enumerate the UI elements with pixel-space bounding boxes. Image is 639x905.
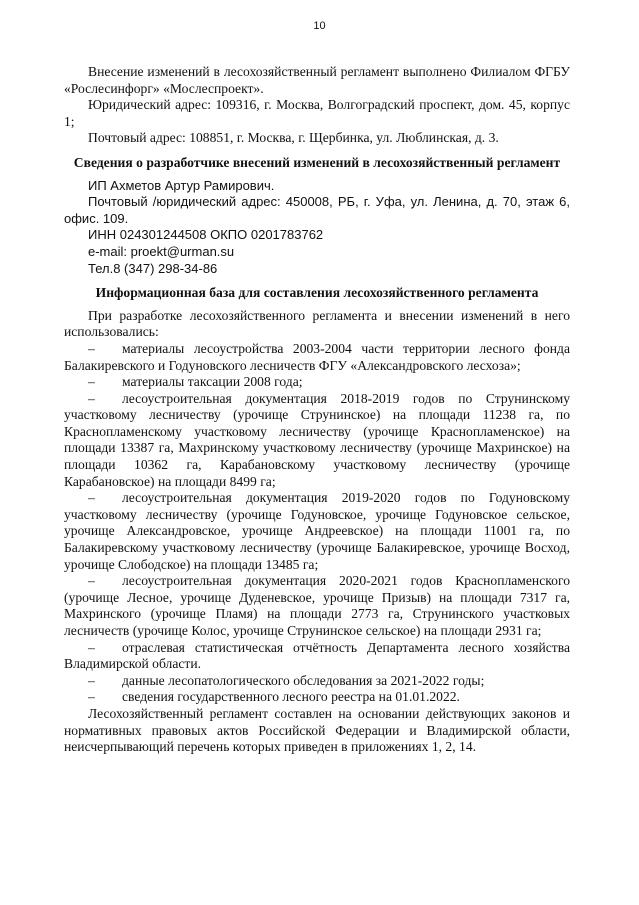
list-item [64,341,570,374]
list-item-text: сведения государственного лесного реестра на 01.01.2022. [122,689,460,705]
list-item [64,573,570,639]
list-item [64,391,570,491]
list-item-text: лесоустроительная документация 2019-2020 годов по Годуновскому участковому лесничеству (урочище Годуновское, урочище Годуновское сельское, урочище Александровское, урочище Андреевское) на площади 11001 га, по Балакиревскому участковому лесничеству (урочище Балакиревское, урочище Восход, урочище Слободское) на площади 13485 га; [64,490,570,572]
dash-bullet: – [88,390,95,406]
list-item [64,640,570,673]
contact-email: e-mail: proekt@urman.su [88,243,235,259]
list-item [64,673,570,690]
contact-inn-okpo: ИНН 024301244508 ОКПО 0201783762 [88,227,324,243]
list-item [64,490,570,573]
list-item-text: лесоустроительная документация 2018-2019 годов по Струнинскому участковому лесничеству (урочище Струнинское) на площади 11238 га, по Краснопламенскому участковому лесничеству (урочище Краснопламенское) на площади 13387 га, Махринскому участковому лесничеству (урочище Махринское) на площади 10362 га, Карабановскому участковому лесничеству (урочище Карабановское) на площади 8499 га; [64,390,570,489]
page-content [64,64,570,756]
developer-legal-address: Юридический адрес: 109316, г. Москва, Волгоградский проспект, дом. 45, корпус 1; [64,97,570,129]
heading-infobase: Информационная база для составления лесохозяйственного регламента [95,285,539,301]
list-item-text: данные лесопатологического обследования за 2021-2022 годы; [122,672,485,688]
developer-intro-line: Внесение изменений в лесохозяйственный регламент выполнено Филиалом ФГБУ «Рослесинфорг» «Мослеспроект». [64,64,570,96]
list-item [64,374,570,391]
dash-bullet: – [88,490,95,506]
dash-bullet: – [88,672,95,688]
infobase-intro: При разработке лесохозяйственного регламента и внесении изменений в него использовались: [64,307,570,340]
list-item-text: материалы таксации 2008 года; [122,374,303,390]
heading-developer: Сведения о разработчике внесений изменений в лесохозяйственный регламент [73,154,561,170]
page-number: 10 [313,20,326,32]
list-item-text: отраслевая статистическая отчётность Департамента лесного хозяйства Владимирской области. [64,639,570,672]
developer-postal-address: Почтовый адрес: 108851, г. Москва, г. Щербинка, ул. Люблинская, д. 3. [88,130,499,146]
list-item-text: материалы лесоустройства 2003-2004 части территории лесного фонда Балакиревского и Годуновского лесничеств ФГУ «Александровского лесхоза»; [64,340,570,373]
list-item [64,689,570,706]
dash-bullet: – [88,340,95,356]
dash-bullet: – [88,573,95,589]
contact-address: Почтовый /юридический адрес: 450008, РБ, г. Уфа, ул. Ленина, д. 70, этаж 6, офис. 109. [64,194,570,226]
dash-bullet: – [88,639,95,655]
dash-bullet: – [88,374,95,390]
list-item-text: лесоустроительная документация 2020-2021 годов Краснопламенского (урочище Лесное, урочище Дуденевское, урочище Призыв) на площади 7317 га, Махринского (урочище Пламя) на площади 2773 га, Струнинского участковых лесничеств (урочище Колос, урочище Струнинское сельское) на площади 2931 га; [64,573,570,638]
contact-name: ИП Ахметов Артур Рамирович. [88,177,275,193]
dash-bullet: – [88,689,95,705]
contact-phone: Тел.8 (347) 298-34-86 [88,260,218,276]
closing-paragraph: Лесохозяйственный регламент составлен на основании действующих законов и нормативных правовых актов Российской Федерации и Владимирской области, неисчерпывающий перечень которых приведен в приложениях 1, 2, 14. [64,705,570,755]
